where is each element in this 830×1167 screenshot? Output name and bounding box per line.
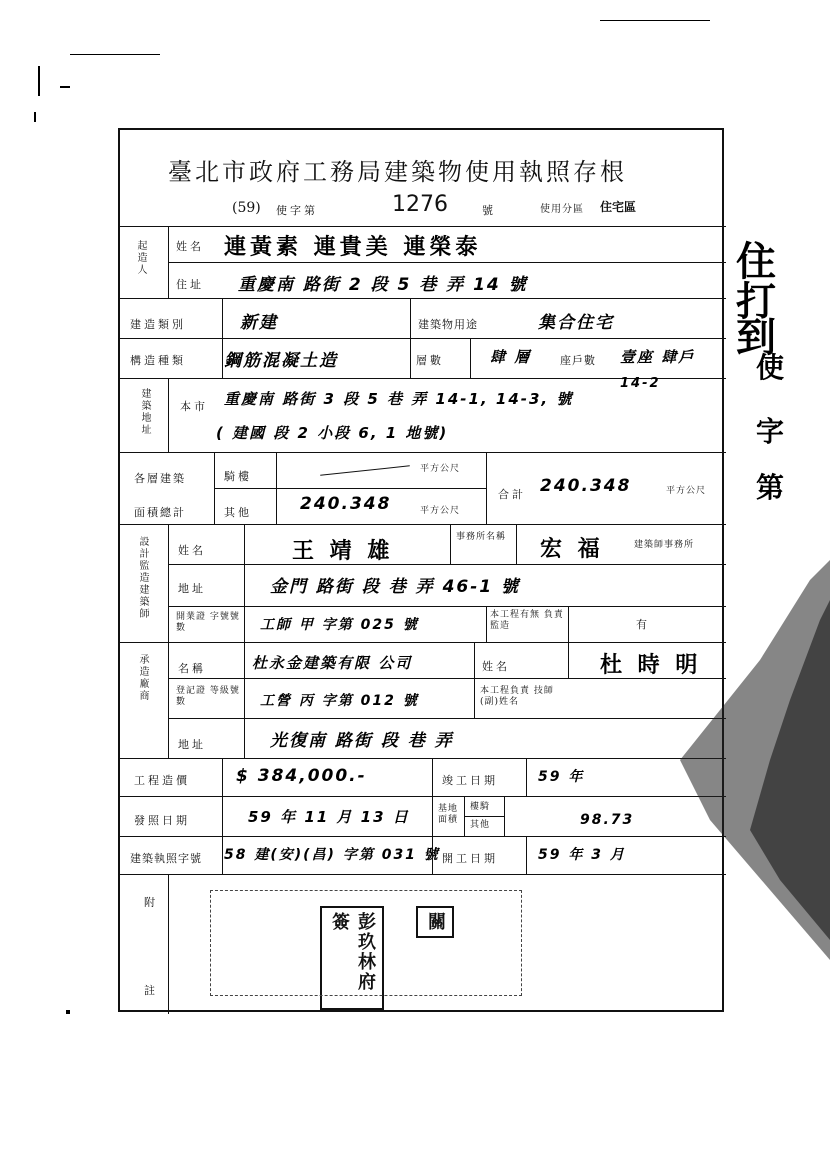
- scan-mark: [60, 86, 70, 88]
- permit-suffix: 號: [482, 204, 496, 217]
- permit-prefix: 使字第: [276, 204, 318, 217]
- applicant-address-label: 住址: [176, 278, 204, 291]
- document-title: 臺北市政府工務局建築物使用執照存根: [168, 158, 627, 186]
- office-value: 宏 福: [540, 537, 604, 562]
- floors-value: 肆 層: [490, 348, 532, 366]
- duty-value: 有: [636, 618, 650, 631]
- license-value: 工師 甲 字第 025 號: [260, 617, 419, 633]
- contractor-name-label: 名稱: [178, 662, 206, 675]
- site-area-value: 98.73: [580, 812, 635, 828]
- architect-name: 王 靖 雄: [292, 539, 394, 564]
- start-value: 59 年 3 月: [538, 847, 626, 863]
- total-unit: 平方公尺: [666, 486, 707, 496]
- scan-mark: [34, 112, 36, 122]
- other-unit: 平方公尺: [420, 506, 461, 516]
- remarks-label-bottom: 註: [144, 984, 158, 997]
- permit-year: (59): [232, 200, 261, 216]
- applicant-names: 連黃素 連貴美 連榮泰: [224, 235, 482, 260]
- scan-mark: [600, 20, 710, 21]
- build-type-value: 新建: [240, 313, 278, 333]
- site-lot: ( 建國 段 2 小段 6, 1 地號): [216, 424, 449, 442]
- area-label-2: 面積總計: [134, 506, 186, 519]
- permit-number: 1276: [392, 192, 448, 217]
- issue-label: 發照日期: [134, 814, 190, 827]
- cost-label: 工程造價: [134, 774, 190, 787]
- edge-char: 打: [736, 278, 776, 325]
- tech-label: 本工程負責 技師(副)姓名: [480, 686, 554, 707]
- zone-label: 使用分區: [540, 204, 584, 215]
- build-type-label: 建造類別: [130, 318, 186, 331]
- site-area-sub1: 樓騎: [470, 802, 491, 812]
- scan-mark: [70, 54, 160, 55]
- site-city: 本市: [180, 400, 208, 413]
- start-label: 開工日期: [442, 852, 498, 865]
- arcade-label: 騎樓: [224, 470, 252, 483]
- scan-mark: [38, 66, 40, 96]
- contractor-address: 光復南 路街 段 巷 弄: [270, 731, 454, 751]
- official-stamp: 關: [416, 906, 454, 938]
- duty-label: 本工程有無 負責監造: [490, 610, 564, 631]
- contractor-label: 承造廠商: [137, 654, 148, 702]
- office-label: 事務所名稱: [456, 532, 507, 542]
- reg-label: 登記證 等級號數: [176, 686, 240, 707]
- license-label: 開業證 字號號數: [176, 612, 240, 633]
- site-street-extra: 14-2: [620, 376, 661, 391]
- contractor-person-label: 姓名: [482, 660, 510, 673]
- structure-label: 構造種類: [130, 354, 186, 367]
- architect-address-label: 地址: [178, 582, 206, 595]
- reg-value: 工營 丙 字第 012 號: [260, 693, 419, 709]
- architect-address: 金門 路街 段 巷 弄 46-1 號: [270, 577, 521, 597]
- applicant-name-label: 姓名: [176, 240, 204, 253]
- site-area-sub2: 其他: [470, 820, 491, 830]
- arcade-dash: [320, 465, 410, 475]
- site-label: 建築地址: [139, 388, 150, 436]
- edge-char: 住: [736, 238, 776, 285]
- units-label: 座戶數: [560, 354, 596, 367]
- office-suffix: 建築師事務所: [634, 540, 695, 550]
- site-area-label: 基地面積: [438, 804, 459, 825]
- other-label: 其他: [224, 506, 252, 519]
- cost-value: $ 384,000.-: [236, 766, 367, 786]
- area-label-1: 各層建築: [134, 472, 186, 485]
- arcade-unit: 平方公尺: [420, 464, 461, 474]
- stamp-area: [210, 890, 522, 996]
- completion-label: 竣工日期: [442, 774, 498, 787]
- floors-label: 層數: [416, 354, 444, 367]
- units-value: 壹座 肆戶: [620, 348, 696, 366]
- applicant-label: 起造人: [135, 240, 146, 276]
- completion-value: 59 年: [538, 769, 585, 785]
- edge-char: 使: [756, 351, 785, 384]
- other-value: 240.348: [300, 494, 392, 514]
- build-use-value: 集合住宅: [538, 313, 614, 333]
- total-label: 合計: [498, 488, 526, 501]
- scan-mark: [66, 1010, 70, 1014]
- remarks-label-top: 附: [144, 896, 158, 909]
- contractor-person: 杜 時 明: [600, 653, 702, 678]
- edge-char: 字: [756, 415, 785, 448]
- scan-damage: [560, 560, 830, 960]
- architect-name-label: 姓名: [178, 544, 206, 557]
- total-value: 240.348: [540, 476, 632, 496]
- permit-no-value: 58 建(安)(昌) 字第 031 號: [224, 847, 440, 863]
- structure-value: 鋼筋混凝土造: [224, 351, 338, 371]
- issue-value: 59 年 11 月 13 日: [248, 808, 410, 826]
- applicant-address: 重慶南 路街 2 段 5 巷 弄 14 號: [238, 275, 528, 295]
- contractor-address-label: 地址: [178, 738, 206, 751]
- site-street: 重慶南 路街 3 段 5 巷 弄 14-1, 14-3, 號: [224, 390, 574, 408]
- build-use-label: 建築物用途: [418, 318, 478, 331]
- architect-label: 設計監造建築師: [137, 536, 148, 620]
- official-stamp: 彭玖林府簽: [320, 906, 384, 1010]
- edge-char: 第: [756, 471, 785, 504]
- edge-char: 到: [736, 314, 776, 361]
- contractor-name: 杜永金建築有限 公司: [252, 654, 413, 672]
- zone-value: 住宅區: [600, 200, 637, 214]
- permit-no-label: 建築執照字號: [130, 852, 202, 865]
